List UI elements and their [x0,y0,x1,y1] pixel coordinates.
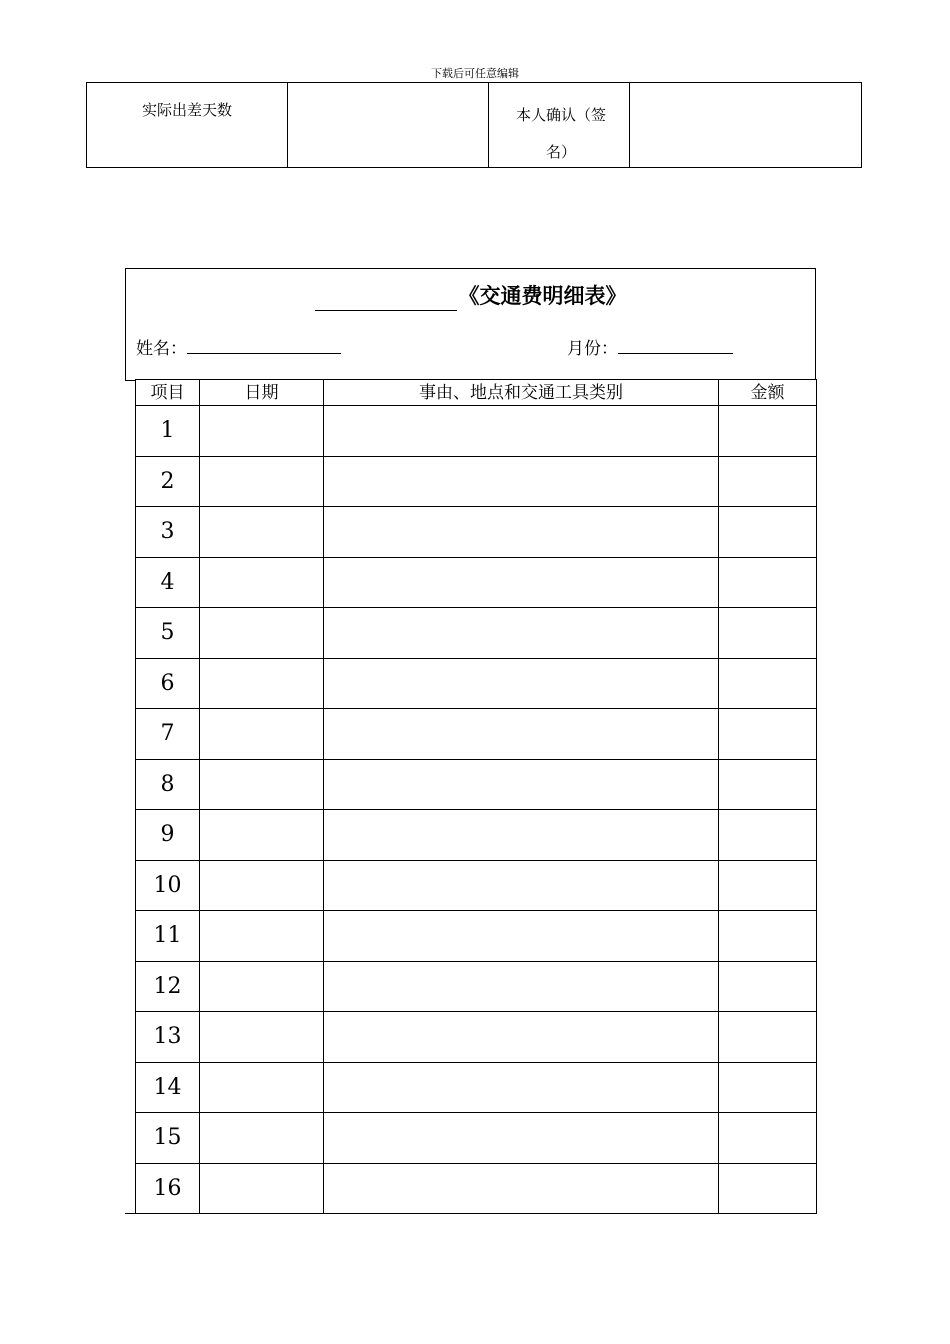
row-date-cell[interactable] [200,507,324,558]
table-row [136,759,817,810]
row-amount-cell[interactable] [719,911,817,962]
row-item-number: 5 [136,608,200,659]
form-title: 《交通费明细表》 [458,283,627,308]
row-date-cell[interactable] [200,456,324,507]
row-item-number: 8 [136,759,200,810]
row-description-cell[interactable] [324,810,719,861]
row-amount-cell[interactable] [719,1163,817,1214]
form-title-row [126,281,815,311]
row-description-cell[interactable] [324,658,719,709]
row-item-number: 9 [136,810,200,861]
row-description-cell[interactable] [324,507,719,558]
row-amount-cell[interactable] [719,507,817,558]
row-item-number: 6 [136,658,200,709]
row-item-number: 4 [136,557,200,608]
row-amount-cell[interactable] [719,759,817,810]
month-label: 月份： [567,339,618,359]
row-amount-cell[interactable] [719,1012,817,1063]
row-amount-cell[interactable] [719,961,817,1012]
table-row [136,1062,817,1113]
row-date-cell[interactable] [200,911,324,962]
row-description-cell[interactable] [324,557,719,608]
self-confirm-label: 本人确认（签名） [515,106,606,161]
trip-summary-table [86,82,862,168]
self-confirm-label-cell [489,83,630,167]
table-row [136,1113,817,1164]
row-amount-cell[interactable] [719,860,817,911]
column-header-item: 项目 [136,380,200,406]
row-amount-cell[interactable] [719,608,817,659]
actual-days-label-cell [87,83,288,167]
table-row [136,709,817,760]
row-amount-cell[interactable] [719,658,817,709]
title-blank-line[interactable] [315,286,457,311]
table-header-row [136,380,817,406]
row-description-cell[interactable] [324,709,719,760]
row-item-number: 13 [136,1012,200,1063]
table-row [136,1012,817,1063]
row-date-cell[interactable] [200,759,324,810]
row-date-cell[interactable] [200,709,324,760]
row-item-number: 1 [136,406,200,457]
row-description-cell[interactable] [324,961,719,1012]
row-item-number: 7 [136,709,200,760]
row-date-cell[interactable] [200,810,324,861]
row-description-cell[interactable] [324,608,719,659]
row-amount-cell[interactable] [719,456,817,507]
table-row [136,406,817,457]
row-item-number: 15 [136,1113,200,1164]
row-date-cell[interactable] [200,557,324,608]
border-stub [125,1213,136,1214]
transport-expense-form-header [125,268,816,380]
header-note: 下载后可任意编辑 [431,67,519,80]
row-amount-cell[interactable] [719,810,817,861]
row-description-cell[interactable] [324,1163,719,1214]
table-row [136,608,817,659]
row-amount-cell[interactable] [719,1113,817,1164]
row-date-cell[interactable] [200,1012,324,1063]
row-amount-cell[interactable] [719,709,817,760]
row-item-number: 2 [136,456,200,507]
row-date-cell[interactable] [200,406,324,457]
row-description-cell[interactable] [324,456,719,507]
row-amount-cell[interactable] [719,406,817,457]
table-row [136,810,817,861]
name-label: 姓名： [136,339,187,359]
row-item-number: 14 [136,1062,200,1113]
row-item-number: 16 [136,1163,200,1214]
row-date-cell[interactable] [200,1113,324,1164]
row-description-cell[interactable] [324,911,719,962]
signature-cell[interactable] [630,83,860,167]
row-item-number: 12 [136,961,200,1012]
row-date-cell[interactable] [200,961,324,1012]
table-row [136,557,817,608]
row-item-number: 10 [136,860,200,911]
row-description-cell[interactable] [324,1113,719,1164]
name-row [136,333,341,361]
row-item-number: 11 [136,911,200,962]
column-header-date: 日期 [200,380,324,406]
row-date-cell[interactable] [200,608,324,659]
row-date-cell[interactable] [200,860,324,911]
row-date-cell[interactable] [200,658,324,709]
month-blank-line[interactable] [618,333,733,354]
row-item-number: 3 [136,507,200,558]
column-header-description: 事由、地点和交通工具类别 [324,380,719,406]
table-row [136,1163,817,1214]
table-row [136,961,817,1012]
month-row [567,333,733,361]
row-description-cell[interactable] [324,759,719,810]
name-blank-line[interactable] [187,333,341,354]
actual-days-label: 实际出差天数 [141,101,232,119]
row-description-cell[interactable] [324,1012,719,1063]
column-header-amount: 金额 [719,380,817,406]
row-description-cell[interactable] [324,1062,719,1113]
transport-expense-table [135,379,817,1214]
border-stub [125,380,135,382]
table-row [136,456,817,507]
row-date-cell[interactable] [200,1163,324,1214]
row-date-cell[interactable] [200,1062,324,1113]
table-row [136,658,817,709]
row-description-cell[interactable] [324,406,719,457]
table-row [136,911,817,962]
row-amount-cell[interactable] [719,557,817,608]
row-amount-cell[interactable] [719,1062,817,1113]
row-description-cell[interactable] [324,860,719,911]
table-row [136,860,817,911]
actual-days-value-cell[interactable] [288,83,489,167]
table-row [136,507,817,558]
